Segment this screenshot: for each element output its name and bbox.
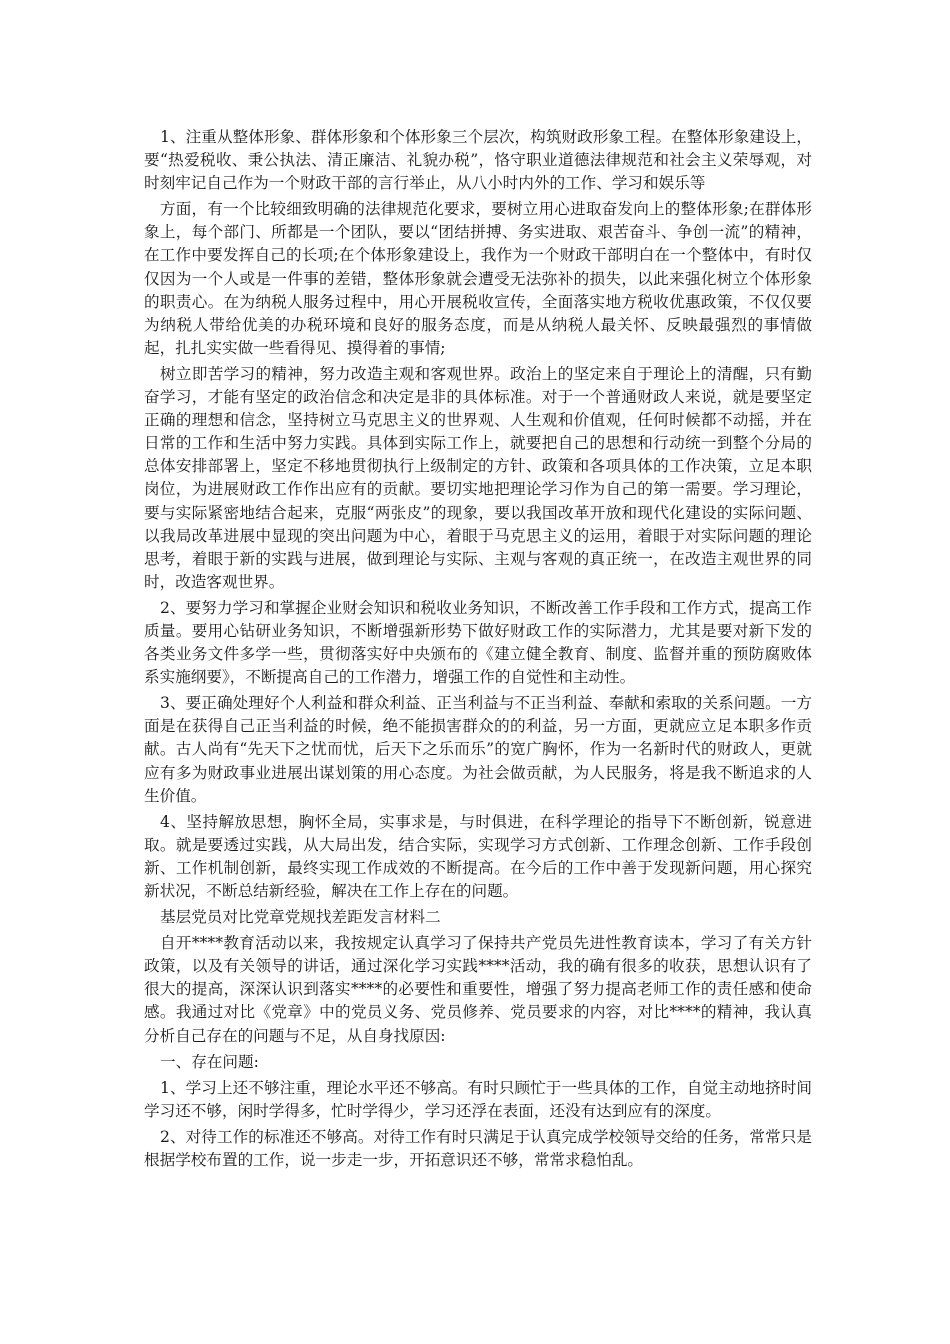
paragraph-8: 一、存在问题: — [160, 1052, 259, 1071]
paragraph-2: 方面，有一个比较细致明确的法律规范化要求，要树立用心进取奋发向上的整体形象;在群体形象上，每个部门、所都是一个团队，要以“团结拼搏、务实进取、艰苦奋斗、争创一流”的精神，在工作中要发挥自己的长项;在个体形象建设上，我作为一个财政干部明白在一个整体中，有时仅仅因为一个人或是一件事的差错，整体形象就会遭受无法弥补的损失，以此来强化树立个体形象的职责心。在为纳税人服务过程中，用心开展税收宣传，全面落实地方税收优惠政策，不仅仅要为纳税人带给优美的办税环境和良好的服务态度，而是从纳税人最关怀、反映最强烈的事情做起，扎扎实实做一些看得见、摸得着的事情; — [144, 200, 812, 357]
paragraph-1: 1、注重从整体形象、群体形象和个体形象三个层次，构筑财政形象工程。在整体形象建设上，要“热爱税收、秉公执法、清正廉洁、礼貌办税”，恪守职业道德法律规范和社会主义荣辱观，对时刻牢记自己作为一个财政干部的言行举止，从八小时内外的工作、学习和娱乐等 — [144, 128, 812, 193]
paragraph-4: 2、要努力学习和掌握企业财会知识和税收业务知识，不断改善工作手段和工作方式，提高工作质量。要用心钻研业务知识，不断增强新形势下做好财政工作的实际潜力，尤其是要对新下发的各类业务文件多学一些，贯彻落实好中央颁布的《建立健全教育、制度、监督并重的预防腐败体系实施纲要》，不断提高自己的工作潜力，增强工作的自觉性和主动性。 — [144, 598, 812, 687]
paragraph-6: 4、坚持解放思想，胸怀全局，实事求是，与时俱进，在科学理论的指导下不断创新，锐意进取。就是要透过实践，从大局出发，结合实际，实现学习方式创新、工作理念创新、工作手段创新、工作机制创新，最终实现工作成效的不断提高。在今后的工作中善于发现新问题，用心探究新状况，不断总结新经验，解决在工作上存在的问题。 — [144, 812, 812, 900]
paragraph-9: 1、学习上还不够注重，理论水平还不够高。有时只顾忙于一些具体的工作，自觉主动地挤时间学习还不够，闲时学得多，忙时学得少，学习还浮在表面，还没有达到应有的深度。 — [144, 1078, 812, 1120]
paragraph-7: 自开****教育活动以来，我按规定认真学习了保持共产党员先进性教育读本，学习了有关方针政策，以及有关领导的讲话，通过深化学习实践****活动，我的确有很多的收获，思想认识有了很大的提高，深深认识到落实****的必要性和重要性，增强了努力提高老师工作的责任感和使命感。我通过对比《党章》中的党员义务、党员修养、党员要求的内容，对比****的精神，我认真分析自己存在的问题与不足，从自身找原因: — [144, 934, 812, 1045]
paragraph-3: 树立即苦学习的精神，努力改造主观和客观世界。政治上的坚定来自于理论上的清醒，只有勤奋学习，才能有坚定的政治信念和决定是非的具体标准。对于一个普通财政人来说，就是要坚定正确的理想和信念，坚持树立马克思主义的世界观、人生观和价值观，任何时候都不动摇，并在日常的工作和生活中努力实践。具体到实际工作上，就要把自己的思想和行动统一到整个分局的总体安排部署上，坚定不移地贯彻执行上级制定的方针、政策和各项具体的工作决策，立足本职岗位，为进展财政工作作出应有的贡献。要切实地把理论学习作为自己的第一需要。学习理论，要与实际紧密地结合起来，克服“两张皮”的现象，要以我国改革开放和现代化建设的实际问题、以我局改革进展中显现的突出问题为中心，着眼于马克思主义的运用，着眼于对实际问题的理论思考，着眼于新的实践与进展，做到理论与实际、主观与客观的真正统一，在改造主观世界的同时，改造客观世界。 — [144, 364, 812, 591]
document-body — [144, 126, 812, 1172]
section-title: 基层党员对比党章党规找差距发言材料二 — [160, 908, 441, 927]
paragraph-10: 2、对待工作的标准还不够高。对待工作有时只满足于认真完成学校领导交给的任务，常常只是根据学校布置的工作，说一步走一步，开拓意识还不够，常常求稳怕乱。 — [144, 1127, 812, 1170]
paragraph-5: 3、要正确处理好个人利益和群众利益、正当利益与不正当利益、奉献和索取的关系问题。一方面是在获得自己正当利益的时候，绝不能损害群众的的利益，另一方面，更就应立足本职多作贡献。古人尚有“先天下之忧而忧，后天下之乐而乐”的宽广胸怀，作为一名新时代的财政人，更就应有多为财政事业进展出谋划策的用心态度。为社会做贡献，为人民服务，将是我不断追求的人生价值。 — [144, 694, 812, 805]
